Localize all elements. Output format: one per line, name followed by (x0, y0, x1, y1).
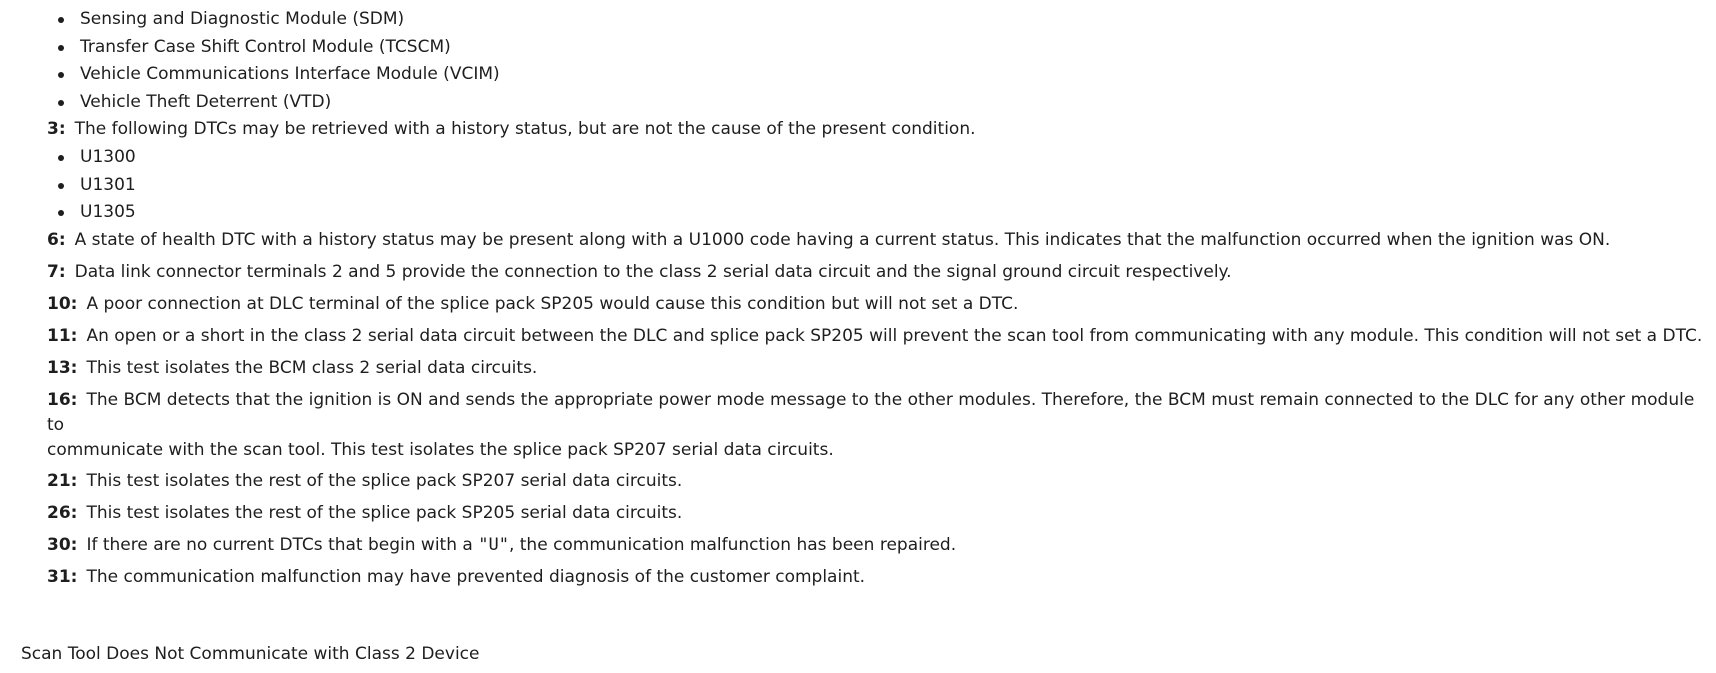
note-number: 21: (47, 470, 78, 491)
note-text: A state of health DTC with a history status may be present along with a U1000 code having a current status. This indicates that the malfunction occurred when the ignition was ON. (74, 229, 1611, 250)
list-item (0, 145, 1716, 173)
note-7 (0, 260, 1716, 285)
note-text: This test isolates the rest of the splice pack SP205 serial data circuits. (86, 502, 683, 523)
bullet-icon (58, 100, 64, 106)
list-item (0, 35, 1716, 63)
note-31 (0, 565, 1716, 590)
note-text: If there are no current DTCs that begin with a (86, 534, 479, 555)
note-number: 13: (47, 357, 78, 378)
note-text: An open or a short in the class 2 serial data circuit between the DLC and splice pack SP205 will prevent the scan tool from communicating with any module. This condition will not set a DTC. (86, 325, 1703, 346)
note-text: This test isolates the rest of the splice pack SP207 serial data circuits. (86, 470, 683, 491)
module-list (0, 7, 1716, 117)
bullet-icon (58, 17, 64, 23)
dtc-code: U1305 (80, 202, 136, 222)
note-number: 6: (47, 229, 66, 250)
bullet-icon (58, 155, 64, 161)
list-item (0, 173, 1716, 201)
note-21 (0, 469, 1716, 494)
note-number: 16: (47, 389, 78, 410)
section-heading: Scan Tool Does Not Communicate with Class 2 Device (21, 644, 480, 664)
note-16 (0, 388, 1716, 463)
list-item-text: Sensing and Diagnostic Module (SDM) (80, 9, 405, 29)
quoted-code: "U" (478, 534, 509, 555)
diagnostic-notes-document (0, 7, 1716, 597)
list-item (0, 62, 1716, 90)
note-text: , the communication malfunction has been repaired. (508, 534, 957, 555)
note-number: 31: (47, 566, 78, 587)
note-text: The BCM detects that the ignition is ON and sends the appropriate power mode message to the other modules. Therefore, the BCM must remain connected to the DLC for any other module to (47, 389, 1695, 435)
list-item-text: Vehicle Theft Deterrent (VTD) (80, 91, 332, 112)
note-6 (0, 228, 1716, 253)
note-text: Data link connector terminals 2 and 5 provide the connection to the class 2 serial data circuit and the signal ground circuit respectively. (74, 261, 1232, 282)
list-item-text: Transfer Case Shift Control Module (TCSCM) (80, 36, 451, 57)
list-item-text: Vehicle Communications Interface Module (VCIM) (80, 64, 500, 84)
note-text: The communication malfunction may have prevented diagnosis of the customer complaint. (86, 566, 866, 587)
note-text: A poor connection at DLC terminal of the splice pack SP205 would cause this condition but will not set a DTC. (86, 293, 1019, 314)
note-text: This test isolates the BCM class 2 serial data circuits. (86, 357, 538, 378)
note-text-continued: communicate with the scan tool. This test isolates the splice pack SP207 serial data circuits. (47, 439, 834, 460)
note-number: 10: (47, 293, 78, 314)
bullet-icon (58, 45, 64, 51)
note-13 (0, 356, 1716, 381)
dtc-code: U1300 (80, 147, 136, 167)
list-item (0, 90, 1716, 118)
note-number: 11: (47, 325, 78, 346)
note-number: 30: (47, 534, 78, 555)
note-number: 3: (47, 119, 66, 139)
dtc-code: U1301 (80, 174, 136, 195)
dtc-list (0, 145, 1716, 228)
bullet-icon (58, 72, 64, 78)
note-number: 26: (47, 502, 78, 523)
bullet-icon (58, 210, 64, 216)
note-11 (0, 324, 1716, 349)
note-30 (0, 533, 1716, 558)
note-3 (0, 117, 1716, 142)
list-item (0, 7, 1716, 35)
list-item (0, 200, 1716, 228)
note-number: 7: (47, 261, 66, 282)
note-text: The following DTCs may be retrieved with a history status, but are not the cause of the present condition. (74, 119, 976, 139)
bullet-icon (58, 183, 64, 189)
note-10 (0, 292, 1716, 317)
note-26 (0, 501, 1716, 526)
